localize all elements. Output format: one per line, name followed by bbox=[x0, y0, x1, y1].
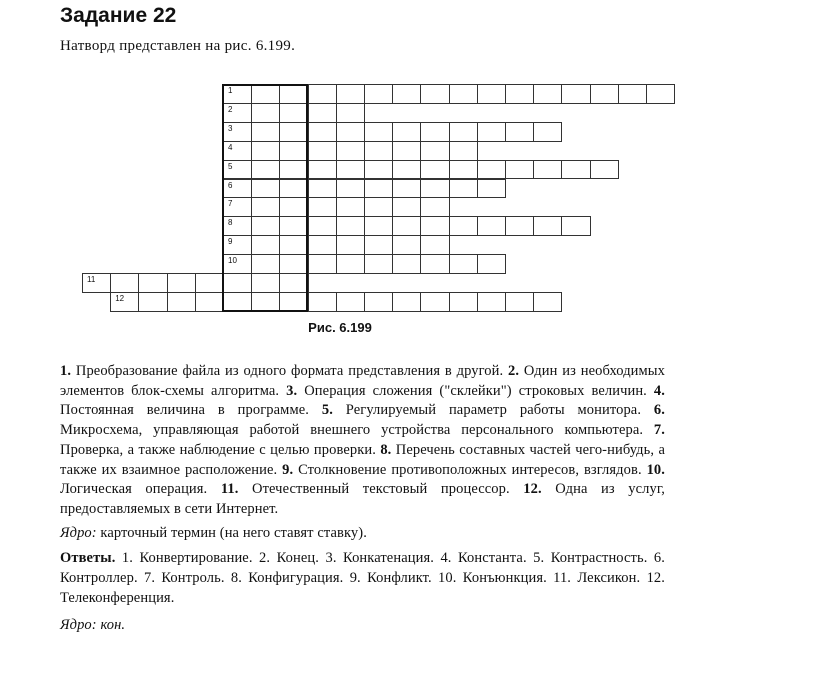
clue-number: 9 bbox=[228, 237, 233, 247]
core-answer bbox=[60, 616, 665, 636]
crossword-cell[interactable] bbox=[279, 141, 308, 161]
clue-number: 12. bbox=[523, 481, 542, 498]
clue-number: 6 bbox=[228, 180, 233, 190]
crossword-cell[interactable] bbox=[251, 122, 280, 142]
crossword-cell[interactable] bbox=[279, 254, 308, 274]
answer-number: 1. bbox=[121, 550, 133, 567]
clue-number: 9. bbox=[282, 461, 294, 478]
crossword-cell[interactable] bbox=[477, 160, 506, 180]
crossword-cell[interactable] bbox=[590, 160, 619, 180]
crossword-cell[interactable] bbox=[223, 216, 252, 236]
crossword-cell[interactable] bbox=[251, 235, 280, 255]
crossword-cell[interactable] bbox=[110, 292, 139, 312]
crossword-cell[interactable] bbox=[138, 273, 167, 293]
answer-number: 7. bbox=[143, 570, 156, 587]
clue-text: Один из необходимых элементов блок-схемы алгоритма. bbox=[60, 363, 665, 399]
crossword-cell[interactable] bbox=[336, 84, 365, 104]
crossword-cell[interactable] bbox=[279, 84, 308, 104]
crossword-cell[interactable] bbox=[364, 197, 393, 217]
crossword-cell[interactable] bbox=[618, 84, 647, 104]
crossword-cell[interactable] bbox=[364, 122, 393, 142]
crossword-cell[interactable] bbox=[420, 141, 449, 161]
clue-text: Отечественный текстовый процессор. bbox=[238, 481, 524, 498]
clue-number: 1. bbox=[60, 363, 72, 379]
crossword-cell[interactable] bbox=[195, 273, 224, 293]
crossword-cell[interactable] bbox=[449, 292, 478, 312]
crossword-cell[interactable] bbox=[308, 254, 337, 274]
crossword-cell[interactable] bbox=[110, 273, 139, 293]
clue-number: 6. bbox=[653, 402, 665, 419]
crossword-cell[interactable] bbox=[223, 84, 252, 104]
crossword-cell[interactable] bbox=[336, 179, 365, 199]
answer-text: Телеконференция. bbox=[60, 589, 175, 606]
clue-text: Операция сложения ("склейки") строковых величин. bbox=[297, 382, 654, 399]
clue-number: 10. bbox=[646, 461, 665, 478]
clue-number: 3. bbox=[286, 382, 298, 399]
task-title: Задание 22 bbox=[60, 4, 177, 27]
answer-number: 5. bbox=[533, 550, 545, 567]
crossword-cell[interactable] bbox=[336, 254, 365, 274]
crossword-cell[interactable] bbox=[336, 197, 365, 217]
clue-number: 2 bbox=[228, 104, 233, 114]
crossword-cell[interactable] bbox=[392, 141, 421, 161]
crossword-cell[interactable] bbox=[392, 292, 421, 312]
crossword-cell[interactable] bbox=[420, 216, 449, 236]
clue-number: 4. bbox=[653, 382, 665, 399]
answer-text: Конкатенация. bbox=[336, 550, 441, 567]
crossword-cell[interactable] bbox=[449, 141, 478, 161]
crossword-cell[interactable] bbox=[477, 122, 506, 142]
crossword-cell[interactable] bbox=[420, 160, 449, 180]
crossword-cell[interactable] bbox=[364, 179, 393, 199]
clue-number: 5 bbox=[228, 161, 233, 171]
crossword-cell[interactable] bbox=[279, 103, 308, 123]
crossword-cell[interactable] bbox=[279, 122, 308, 142]
crossword-cell[interactable] bbox=[561, 216, 590, 236]
core-text: карточный термин (на него ставят ставку). bbox=[96, 524, 367, 541]
crossword-cell[interactable] bbox=[392, 84, 421, 104]
intro-text: Натворд представлен на рис. 6.199. bbox=[60, 38, 296, 54]
crossword-cell[interactable] bbox=[223, 141, 252, 161]
crossword-cell[interactable] bbox=[279, 292, 308, 312]
crossword-cell[interactable] bbox=[279, 235, 308, 255]
clue-text: Логическая операция. bbox=[60, 481, 221, 498]
clue-text: Микросхема, управляющая работой внешнего устройства персонального компьютера. bbox=[60, 422, 654, 439]
answer-number: 12. bbox=[646, 570, 666, 587]
clue-number: 8 bbox=[228, 218, 233, 228]
crossword-cell[interactable] bbox=[392, 254, 421, 274]
crossword-cell[interactable] bbox=[336, 216, 365, 236]
crossword-cell[interactable] bbox=[477, 254, 506, 274]
crossword-cell[interactable] bbox=[308, 160, 337, 180]
crossword-cell[interactable] bbox=[223, 235, 252, 255]
answer-text: Конъюнкция. bbox=[456, 570, 554, 587]
crossword-cell[interactable] bbox=[420, 254, 449, 274]
crossword-cell[interactable] bbox=[533, 216, 562, 236]
crossword-cell[interactable] bbox=[449, 84, 478, 104]
crossword-cell[interactable] bbox=[251, 103, 280, 123]
answers-label: Ответы. bbox=[60, 550, 116, 567]
answer-text: Контрастность. bbox=[544, 550, 654, 567]
crossword-cell[interactable] bbox=[533, 84, 562, 104]
crossword-cell[interactable] bbox=[420, 84, 449, 104]
crossword-cell[interactable] bbox=[561, 160, 590, 180]
crossword-cell[interactable] bbox=[590, 84, 619, 104]
answer-number: 3. bbox=[325, 550, 337, 567]
clue-number: 1 bbox=[228, 86, 233, 95]
crossword-cell[interactable] bbox=[364, 216, 393, 236]
crossword-cell[interactable] bbox=[561, 84, 590, 104]
crossword-cell[interactable] bbox=[308, 197, 337, 217]
crossword-cell[interactable] bbox=[279, 179, 308, 199]
crossword-cell[interactable] bbox=[505, 292, 534, 312]
clue-number: 11. bbox=[220, 481, 239, 498]
crossword-cell[interactable] bbox=[167, 292, 196, 312]
crossword-cell[interactable] bbox=[420, 292, 449, 312]
answer-text: Конфликт. bbox=[360, 570, 439, 587]
crossword-cell[interactable] bbox=[364, 84, 393, 104]
answer-number: 10. bbox=[438, 570, 457, 587]
crossword-cell[interactable] bbox=[308, 103, 337, 123]
crossword-cell[interactable] bbox=[308, 216, 337, 236]
crossword-cell[interactable] bbox=[420, 122, 449, 142]
crossword-cell[interactable] bbox=[420, 197, 449, 217]
crossword-cell[interactable] bbox=[477, 292, 506, 312]
crossword-cell[interactable] bbox=[167, 273, 196, 293]
answer-text: Конвертирование. bbox=[133, 550, 260, 567]
clue-number: 10 bbox=[228, 256, 237, 266]
crossword-cell[interactable] bbox=[251, 160, 280, 180]
answers-paragraph bbox=[60, 549, 665, 608]
crossword-cell[interactable] bbox=[251, 216, 280, 236]
crossword-cell[interactable] bbox=[223, 160, 252, 180]
answer-number: 9. bbox=[349, 570, 361, 587]
crossword-cell[interactable] bbox=[646, 84, 675, 104]
crossword-cell[interactable] bbox=[251, 141, 280, 161]
clue-text: Проверка, а также наблюдение с целью проверки. bbox=[60, 441, 381, 458]
answer-number: 4. bbox=[440, 550, 452, 567]
answer-number: 11. bbox=[553, 570, 572, 587]
crossword-cell[interactable] bbox=[533, 292, 562, 312]
crossword-cell[interactable] bbox=[223, 254, 252, 274]
clue-number: 8. bbox=[380, 441, 392, 458]
answer-text: Лексикон. bbox=[571, 570, 647, 587]
crossword-cell[interactable] bbox=[449, 122, 478, 142]
crossword-cell[interactable] bbox=[251, 197, 280, 217]
clue-text: Перечень составных частей чего-нибудь, а также их взаимное расположение. bbox=[60, 441, 665, 478]
crossword-cell[interactable] bbox=[477, 84, 506, 104]
crossword-cell[interactable] bbox=[336, 103, 365, 123]
crossword-cell[interactable] bbox=[449, 254, 478, 274]
crossword-cell[interactable] bbox=[392, 235, 421, 255]
crossword-cell[interactable] bbox=[364, 254, 393, 274]
crossword-cell[interactable] bbox=[251, 273, 280, 293]
crossword-cell[interactable] bbox=[82, 273, 111, 293]
crossword-cell[interactable] bbox=[308, 122, 337, 142]
crossword-cell[interactable] bbox=[420, 235, 449, 255]
crossword-cell[interactable] bbox=[223, 197, 252, 217]
answer-text: Контроль. bbox=[155, 570, 231, 587]
answer-number: 6. bbox=[653, 550, 665, 567]
crossword-cell[interactable] bbox=[251, 179, 280, 199]
crossword-cell[interactable] bbox=[223, 103, 252, 123]
core-definition bbox=[60, 524, 665, 544]
answer-text: Конфигурация. bbox=[241, 570, 350, 587]
crossword-cell[interactable] bbox=[533, 160, 562, 180]
clue-number: 5. bbox=[321, 402, 333, 419]
crossword-cell[interactable] bbox=[364, 141, 393, 161]
crossword-cell[interactable] bbox=[533, 122, 562, 142]
clue-number: 3 bbox=[228, 123, 233, 133]
clue-number: 11 bbox=[87, 275, 96, 284]
clues-paragraph bbox=[60, 362, 665, 520]
crossword-cell[interactable] bbox=[392, 216, 421, 236]
clue-number: 7 bbox=[228, 199, 233, 209]
crossword-cell[interactable] bbox=[308, 84, 337, 104]
crossword-cell[interactable] bbox=[251, 254, 280, 274]
crossword-cell[interactable] bbox=[223, 179, 252, 199]
answer-text: Конец. bbox=[270, 550, 326, 567]
crossword-cell[interactable] bbox=[505, 122, 534, 142]
clue-number: 2. bbox=[508, 363, 520, 379]
core-label: Ядро: bbox=[60, 524, 97, 541]
crossword-cell[interactable] bbox=[279, 160, 308, 180]
crossword-cell[interactable] bbox=[477, 179, 506, 199]
crossword-cell[interactable] bbox=[392, 160, 421, 180]
crossword-cell[interactable] bbox=[420, 179, 449, 199]
answer-text: Константа. bbox=[451, 550, 534, 567]
crossword-cell[interactable] bbox=[279, 216, 308, 236]
crossword-cell[interactable] bbox=[392, 197, 421, 217]
clue-text: Регулируемый параметр работы монитора. bbox=[332, 402, 654, 419]
answer-number: 8. bbox=[230, 570, 242, 587]
crossword-cell[interactable] bbox=[251, 84, 280, 104]
clue-number: 12 bbox=[115, 293, 125, 303]
crossword-cell[interactable] bbox=[364, 235, 393, 255]
crossword-cell[interactable] bbox=[392, 122, 421, 142]
crossword-cell[interactable] bbox=[392, 179, 421, 199]
crossword-cell[interactable] bbox=[308, 292, 337, 312]
crossword-cell[interactable] bbox=[477, 216, 506, 236]
crossword-cell[interactable] bbox=[336, 141, 365, 161]
crossword-cell[interactable] bbox=[308, 179, 337, 199]
crossword-cell[interactable] bbox=[449, 216, 478, 236]
crossword-cell[interactable] bbox=[336, 292, 365, 312]
clue-number: 4 bbox=[228, 142, 233, 152]
crossword-cell[interactable] bbox=[505, 216, 534, 236]
core-answer-label: Ядро: bbox=[60, 617, 97, 634]
crossword-cell[interactable] bbox=[505, 160, 534, 180]
figure-caption: Рис. 6.199 bbox=[308, 320, 372, 335]
clue-number: 7. bbox=[653, 422, 665, 439]
crossword-cell[interactable] bbox=[223, 292, 252, 312]
clue-text: Преобразование файла из одного формата представления в другой. bbox=[71, 363, 509, 379]
crossword-cell[interactable] bbox=[308, 235, 337, 255]
answer-number: 2. bbox=[259, 550, 271, 567]
core-answer-text: кон. bbox=[100, 617, 126, 634]
clue-text: Постоянная величина в программе. bbox=[60, 402, 322, 419]
clue-text: Столкновение противоположных интересов, взглядов. bbox=[293, 461, 647, 478]
answer-text: Контроллер. bbox=[60, 570, 144, 587]
crossword-cell[interactable] bbox=[279, 197, 308, 217]
crossword-cell[interactable] bbox=[364, 292, 393, 312]
crossword-cell[interactable] bbox=[195, 292, 224, 312]
crossword-cell[interactable] bbox=[449, 160, 478, 180]
crossword-cell[interactable] bbox=[336, 235, 365, 255]
crossword-cell[interactable] bbox=[308, 141, 337, 161]
crossword-cell[interactable] bbox=[336, 160, 365, 180]
crossword-cell[interactable] bbox=[364, 160, 393, 180]
crossword-cell[interactable] bbox=[336, 122, 365, 142]
crossword-cell[interactable] bbox=[223, 273, 252, 293]
clue-text: Одна из услуг, предоставляемых в сети Интернет. bbox=[60, 481, 665, 517]
task-text bbox=[60, 362, 665, 636]
crossword-cell[interactable] bbox=[449, 179, 478, 199]
crossword-cell[interactable] bbox=[138, 292, 167, 312]
crossword-cell[interactable] bbox=[279, 273, 308, 293]
crossword-cell[interactable] bbox=[505, 84, 534, 104]
crossword-cell[interactable] bbox=[223, 122, 252, 142]
crossword-cell[interactable] bbox=[251, 292, 280, 312]
